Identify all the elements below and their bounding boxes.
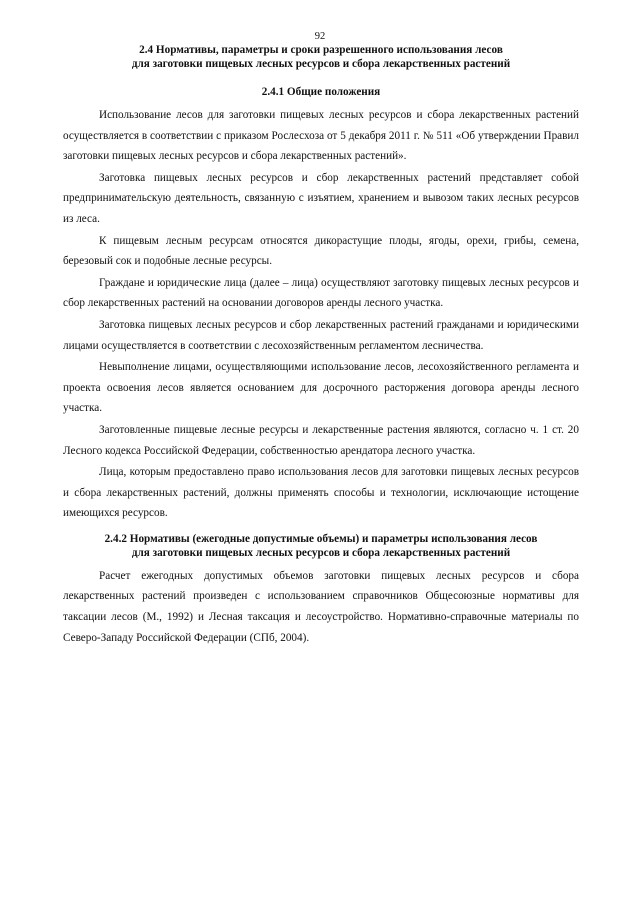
paragraph: Лица, которым предоставлено право использования лесов для заготовки пищевых лесных ресурсов и сбора лекарственных растений, должны применять способы и технологии, исключающие истощение имеющихся ресурсов.	[63, 466, 579, 520]
subsection-2-title	[63, 532, 579, 560]
paragraph: Расчет ежегодных допустимых объемов заготовки пищевых лесных ресурсов и сбора лекарственных растений произведен с использованием справочников Общесоюзные нормативы для таксации лесов (М., 1992) и Лесная таксация и лесоустройство. Нормативно-справочные материалы по Северо-Западу Российской Федерации (СПб, 2004).	[63, 569, 579, 644]
paragraph: Граждане и юридические лица (далее – лица) осуществляют заготовку пищевых лесных ресурсов и сбор лекарственных растений на основании договоров аренды лесного участка.	[63, 276, 579, 310]
section-title-line-1: 2.4 Нормативы, параметры и сроки разрешенного использования лесов	[139, 44, 503, 56]
page-content	[63, 43, 579, 648]
section-title-line-2: для заготовки пищевых лесных ресурсов и сбора лекарственных растений	[131, 58, 511, 70]
paragraph: Заготовленные пищевые лесные ресурсы и лекарственные растения являются, согласно ч. 1 ст. 20 Лесного кодекса Российской Федерации, собственностью арендатора лесного участка.	[63, 423, 579, 457]
paragraph: Заготовка пищевых лесных ресурсов и сбор лекарственных растений представляет собой предпринимательскую деятельность, связанную с изъятием, хранением и вывозом таких лесных ресурсов из леса.	[63, 171, 579, 225]
subsection-1-body	[63, 105, 579, 524]
paragraph: Невыполнение лицами, осуществляющими использование лесов, лесохозяйственного регламента и проекта освоения лесов является основанием для досрочного расторжения договора аренды лесного участка.	[63, 361, 579, 415]
subsection-2-title-line-2: для заготовки пищевых лесных ресурсов и сбора лекарственных растений	[131, 546, 511, 559]
page-number: 92	[314, 31, 326, 42]
subsection-2-body	[63, 566, 579, 648]
subsection-1-title: 2.4.1 Общие положения	[261, 86, 381, 98]
section-title	[63, 43, 579, 71]
subsection-2-title-line-1: 2.4.2 Нормативы (ежегодные допустимые объемы) и параметры использования лесов	[104, 532, 538, 545]
paragraph: Использование лесов для заготовки пищевых лесных ресурсов и сбора лекарственных растений осуществляется в соответствии с приказом Рослесхоза от 5 декабря 2011 г. № 511 «Об утверждении Правил заготовки пищевых лесных ресурсов и сбора лекарственных растений».	[63, 109, 579, 163]
paragraph: К пищевым лесным ресурсам относятся дикорастущие плоды, ягоды, орехи, грибы, семена, березовый сок и подобные лесные ресурсы.	[63, 234, 579, 268]
paragraph: Заготовка пищевых лесных ресурсов и сбор лекарственных растений гражданами и юридическими лицами осуществляется в соответствии с лесохозяйственным регламентом лесничества.	[63, 318, 579, 352]
